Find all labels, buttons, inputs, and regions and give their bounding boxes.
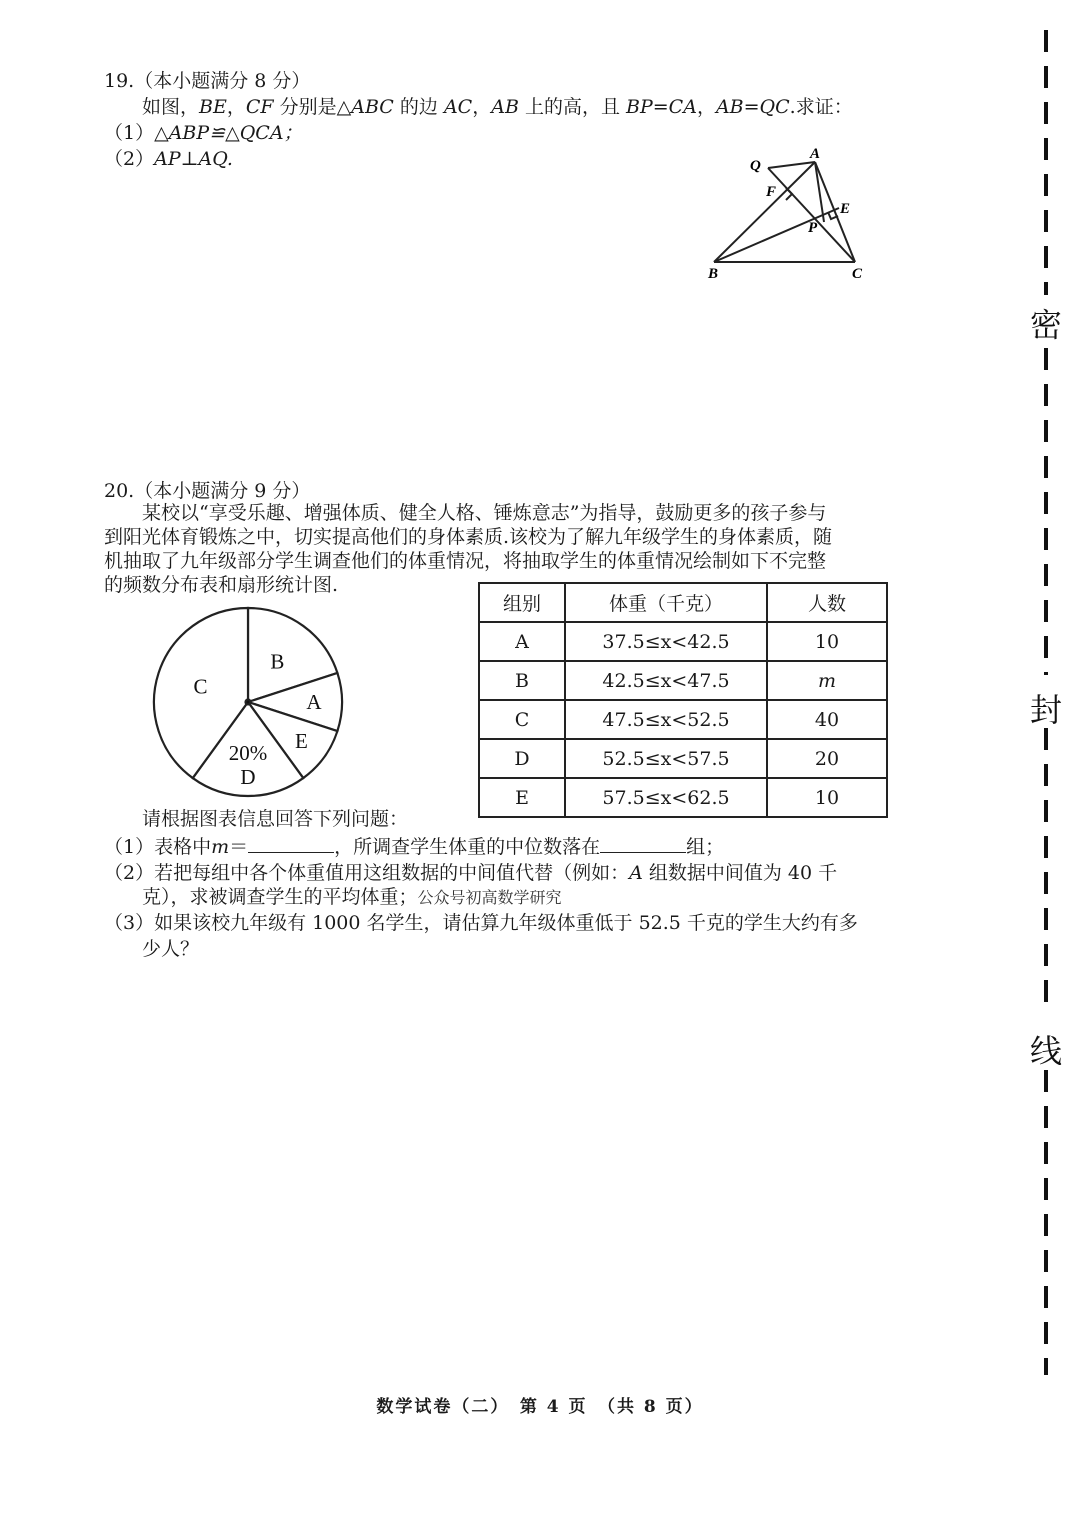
seal-char-mi: 密 [1029, 306, 1062, 344]
q19-part2-text: AP⊥AQ. [154, 148, 233, 170]
label-a: A [810, 146, 821, 162]
q19-part1-text: △ABP≌△QCA； [154, 122, 303, 144]
q19-part2-num: （2） [104, 148, 155, 170]
q20-p1-c: ，所调查学生体重的中位数落在 [334, 836, 601, 858]
table-header-row [479, 583, 887, 622]
pie-label-e: E [294, 728, 308, 753]
q20-p2-num: （2） [104, 862, 155, 884]
q20-p2-line2: 克），求被调查学生的平均体重； [142, 886, 418, 908]
q20-part1 [104, 834, 724, 860]
q19-part1-num: （1） [104, 122, 155, 144]
q20-prompt: 请根据图表信息回答下列问题： [142, 808, 409, 830]
table-cell-range: 47.5≤x<52.5 [565, 700, 767, 739]
pie-label-a: A [306, 690, 322, 714]
table-cell-count: 10 [767, 622, 887, 661]
pie-label-c: C [193, 674, 208, 699]
watermark-text: 公众号初高数学研究 [417, 888, 562, 907]
label-b: B [708, 266, 719, 282]
page-footer: 数学试卷（二） 第 4 页 （共 8 页） [376, 1397, 704, 1417]
table-row [479, 700, 887, 739]
table-cell-range: 42.5≤x<47.5 [565, 661, 767, 700]
q20-para-line3: 机抽取了九年级部分学生调查他们的体重情况，将抽取学生的体重情况绘制如下不完整 [104, 550, 827, 572]
answer-blank-median[interactable] [600, 834, 686, 853]
q19-intro-e: .求证： [789, 96, 853, 118]
triangle-figure [700, 140, 880, 285]
segment-ba [714, 162, 815, 262]
q20-part2-line1 [104, 860, 837, 886]
q19-statement [142, 94, 853, 120]
table-header-group: 组别 [479, 583, 565, 622]
table-cell-group: C [479, 700, 565, 739]
q20-part3-line1 [104, 910, 858, 936]
table-cell-count: m [767, 661, 887, 700]
q19-comma3: ， [696, 96, 716, 118]
q20-p1-b: ＝ [229, 836, 249, 858]
label-c: C [852, 266, 863, 282]
table-cell-range: 37.5≤x<42.5 [565, 622, 767, 661]
pie-label-d: D [240, 765, 256, 789]
q19-bp-ca: BP=CA [626, 96, 697, 118]
q20-p2-a: A [629, 862, 643, 884]
q19-header: 19.（本小题满分 8 分） [104, 70, 311, 92]
table-row [479, 739, 887, 778]
table-cell-count: 10 [767, 778, 887, 817]
q20-para-line2: 到阳光体育锻炼之中，切实提高他们的身体素质.该校为了解九年级学生的身体素质，随 [104, 526, 833, 548]
q20-part3-line2: 少人？ [142, 938, 200, 960]
q19-intro-b: 分别是△ [273, 96, 352, 118]
table-cell-range: 57.5≤x<62.5 [565, 778, 767, 817]
label-f: F [766, 184, 777, 200]
label-q: Q [750, 158, 761, 174]
table-row [479, 661, 887, 700]
seal-char-xian: 线 [1029, 1032, 1062, 1070]
q19-part1 [104, 120, 303, 146]
table-header-count: 人数 [767, 583, 887, 622]
table-cell-group: D [479, 739, 565, 778]
q20-p1-d: 组； [686, 836, 725, 858]
right-angle-f [786, 188, 792, 200]
q20-part2-line2 [142, 884, 562, 911]
q19-comma1: ， [226, 96, 246, 118]
table-cell-group: A [479, 622, 565, 661]
table-cell-range: 52.5≤x<57.5 [565, 739, 767, 778]
frequency-table [478, 582, 888, 818]
pie-center-dot [246, 700, 251, 705]
q20-p1-m: m [211, 836, 230, 858]
table-header-weight: 体重（千克） [565, 583, 767, 622]
q20-p2-line1b: 组数据中间值为 40 千 [642, 862, 838, 884]
label-e: E [840, 201, 851, 217]
table-cell-group: B [479, 661, 565, 700]
q20-p1-a: 表格中 [154, 836, 212, 858]
pie-annotation-d: 20% [228, 741, 268, 765]
q19-abc: ABC [351, 96, 394, 118]
q20-para-line1: 某校以“享受乐趣、增强体质、健全人格、锤炼意志”为指导，鼓励更多的孩子参与 [142, 502, 827, 524]
q19-intro-d: 上的高，且 [518, 96, 626, 118]
q19-be: BE [199, 96, 227, 118]
seal-char-feng: 封 [1029, 691, 1062, 729]
q20-p3-num: （3） [104, 912, 155, 934]
q19-comma2: ， [472, 96, 492, 118]
q19-part2 [104, 146, 233, 172]
q20-para-line4: 的频数分布表和扇形统计图. [104, 574, 339, 596]
q19-intro-a: 如图， [142, 96, 200, 118]
q19-cf: CF [245, 96, 274, 118]
q19-ac: AC [443, 96, 473, 118]
table-row [479, 622, 887, 661]
table-row [479, 778, 887, 817]
pie-label-b: B [270, 649, 285, 674]
q20-p1-num: （1） [104, 836, 155, 858]
table-cell-group: E [479, 778, 565, 817]
pie-chart [148, 602, 348, 802]
table-cell-count: 20 [767, 739, 887, 778]
q19-ab-qc: AB=QC [715, 96, 790, 118]
q19-ab: AB [491, 96, 519, 118]
table-cell-count: 40 [767, 700, 887, 739]
q20-header: 20.（本小题满分 9 分） [104, 480, 311, 502]
label-p: P [808, 220, 818, 236]
answer-blank-m[interactable] [248, 834, 334, 853]
segment-qa [768, 162, 815, 168]
q20-p2-line1a: 若把每组中各个体重值用这组数据的中间值代替（例如： [154, 862, 630, 884]
q19-intro-c: 的边 [393, 96, 444, 118]
segment-be [714, 208, 839, 262]
q20-p3-line1: 如果该校九年级有 1000 名学生，请估算九年级体重低于 52.5 千克的学生大约有多 [154, 912, 858, 934]
